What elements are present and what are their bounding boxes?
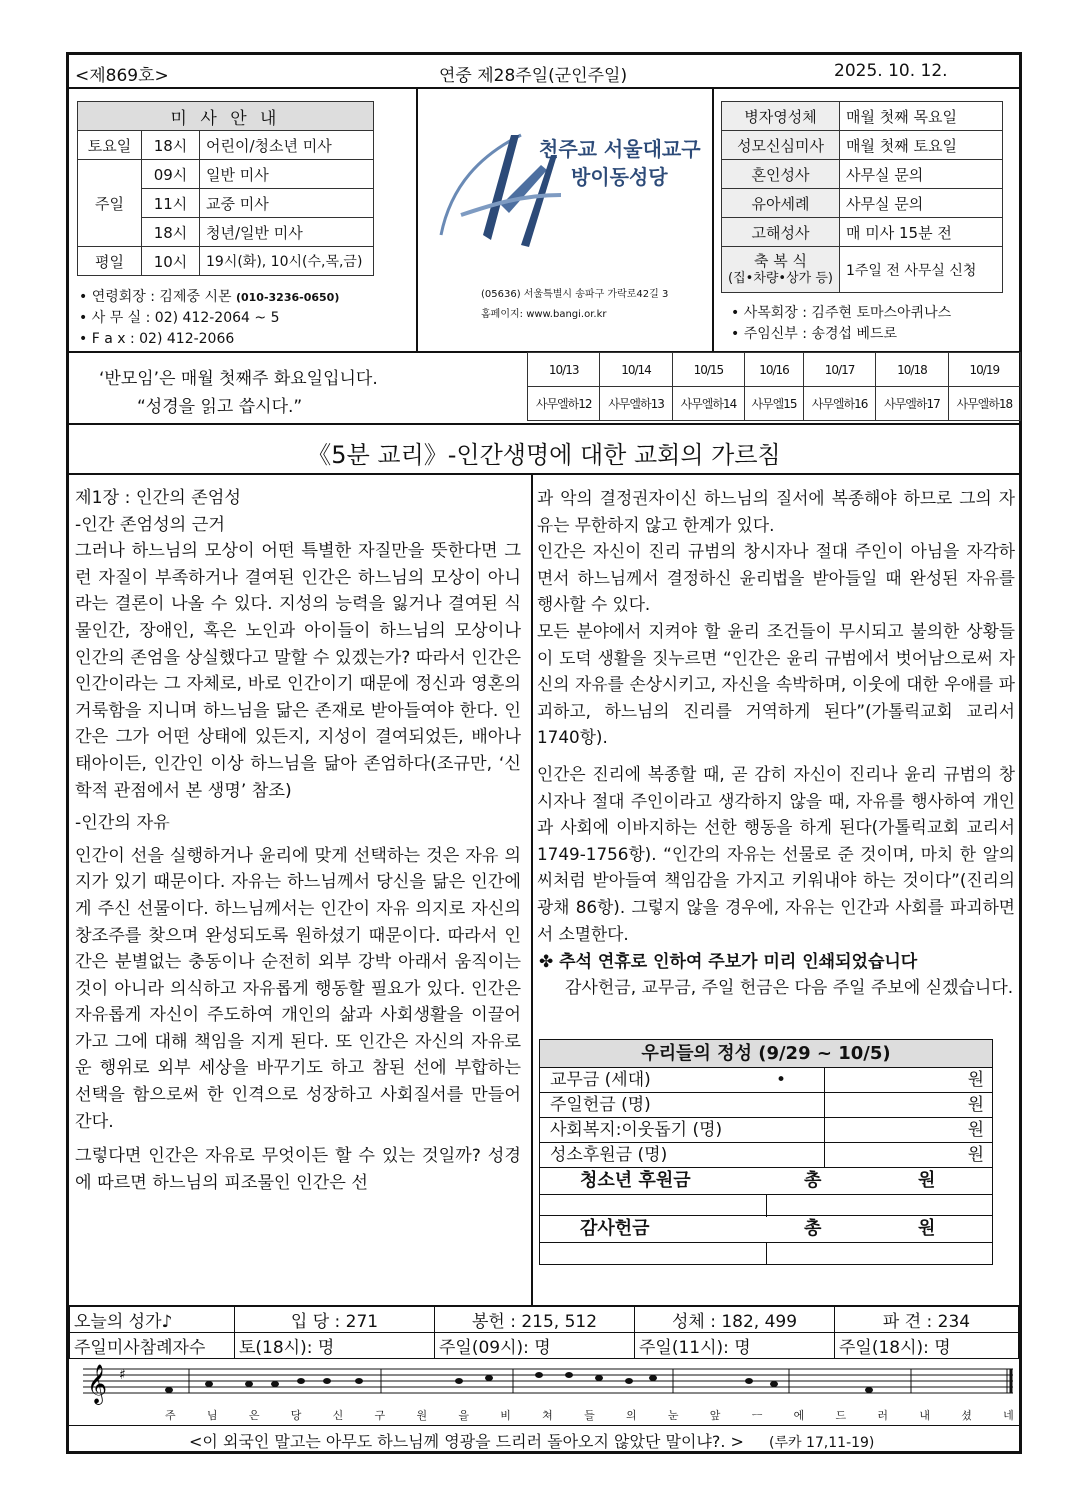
offering-row [540,1143,992,1168]
divider [416,89,418,351]
paragraph: 인간이 선을 실행하거나 윤리에 맞게 선택하는 것은 자유 의지가 있기 때문이다. 자유는 하느님께서 당신을 닮은 인간에게 주신 선물이다. 하느님께서는 인간이 자유 의지로 자신의 창조주를 찾으며 완성되도록 원하셨기 때문이다. 따라서 인간은 분별없는 충동이나 순전히 외부 강박 아래서 움직이는 것이 아니라 의식하고 자유롭게 행동할 필요가 있다. 인간은 자유롭게 자신이 주도하여 개인의 삶과 사회생활을 이끌어가고 그에 대해 책임을 지게 된다. 또 인간은 자신의 자유로운 행위로 외부 세상을 바꾸기도 하고 참된 선에 부합하는 선택을 함으로써 한 인격으로 성장하고 사회질서를 만들어 간다. [75,845,521,1132]
cell-divider [824,1093,825,1118]
cell-divider [824,1118,825,1143]
hymn-entrance: 입 당 : 271 [235,1307,435,1333]
attendance-label: 주일미사참례자수 [70,1333,235,1359]
sacrament-table [721,101,1003,293]
mass-name: 어린이/청소년 미사 [200,131,374,160]
mass-day: 평일 [78,247,142,276]
sacrament-value: 매 미사 15분 전 [840,218,1003,247]
lyric: 을 [458,1409,470,1422]
sacrament-label-text: 축 복 식 [753,251,807,270]
offering-row [540,1118,992,1143]
sacrament-value: 사무실 문의 [840,160,1003,189]
bulletin-page [66,52,1022,1454]
cell-divider [766,1195,767,1217]
officer-item: • 사목회장 : 김주현 토마스아퀴나스 [731,305,952,321]
hymn-label: 오늘의 성가♪ [70,1307,235,1333]
thanks-label: 감사헌금 [580,1218,650,1239]
church-logo [421,95,707,345]
mass-name: 청년/일반 미사 [200,218,374,247]
offering-label: 사회복지:이웃돕기 (명) [550,1120,723,1140]
lyric: 원 [416,1409,429,1422]
attendance-sun11: 주일(11시): 명 [635,1333,835,1359]
schedule-date: 10/17 [803,353,875,387]
offering-unit: 원 [967,1145,984,1165]
lyric: 앞 [709,1409,722,1422]
section-title: 《5분 교리》-인간생명에 대한 교회의 가르침 [307,441,781,469]
thanks-value-row [540,1242,992,1264]
hymn-offertory: 봉헌 : 215, 512 [435,1307,635,1333]
contact-item: • F a x : 02) 412-2066 [79,331,235,347]
lyric: 셨 [961,1409,973,1422]
divider [69,1425,1019,1426]
schedule-date: 10/19 [948,353,1020,387]
contact-list [79,287,339,350]
announcement-title [539,949,1015,975]
svg-text:𝄞: 𝄞 [87,1364,108,1404]
sacrament-label: 고해성사 [722,218,840,247]
mass-name: 일반 미사 [200,160,374,189]
header-bar [69,55,1019,89]
lyric: 내 [919,1409,931,1422]
thanks-total: 총 [804,1218,822,1239]
music-notes-icon [69,1357,1019,1407]
offering-row [540,1068,992,1093]
paragraph: 그러나 하느님의 모상이 어떤 특별한 자질만을 뜻한다면 그런 자질이 부족하거나 결여된 인간은 하느님의 모상이 아니라는 결론이 나올 수 있다. 지성의 능력을 잃거나 결여된 식물인간, 장애인, 혹은 노인과 아이들이 하느님의 모상이나 인간의 존엄을 상실했다고 말할 수 있겠는가? 따라서 인간은 인간이라는 그 자체로, 바로 인간이기 때문에 정신과 영혼의 거룩함을 지니며 하느님을 닮은 존재로 받아들여야 한다. 인간은 그가 어떤 상태에 있든지, 지성이 결여되었든, 배아나 태아이든, 인간인 이상 하느님을 닮아 존엄하다(조규만, ‘신학적 관점에서 본 생명’ 참조) [75,541,521,801]
offering-title: 우리들의 정성 (9/29 ~ 10/5) [540,1040,992,1068]
paragraph: 그렇다면 인간은 자유로 무엇이든 할 수 있는 것일까? 성경에 따르면 하느님의 피조물인 인간은 선 [75,1146,521,1193]
thanks-offering-row [540,1216,992,1242]
offering-unit: 원 [967,1095,984,1115]
logo-web: 홈페이지: www.bangi.or.kr [481,309,607,320]
youth-label: 청소년 후원금 [580,1170,691,1191]
sacrament-value: 사무실 문의 [840,189,1003,218]
schedule-date: 10/16 [745,353,804,387]
contact-text: 사 무 실 : 02) 412-2064 ~ 5 [91,310,280,326]
schedule-reading: 사무엘하12 [528,387,600,421]
hymn-dismissal: 파 견 : 234 [835,1307,1019,1333]
lyric: 의 [625,1409,638,1422]
youth-value-row [540,1194,992,1216]
issue-title: 연중 제28주일(군인주일) [439,66,628,86]
mass-time: 11시 [142,189,200,218]
subheading: -인간 존엄성의 근거 [75,514,225,535]
sacrament-value: 매월 첫째 목요일 [840,102,1003,131]
lyric: 네 [1003,1409,1015,1422]
mass-time: 09시 [142,160,200,189]
sacrament-label [722,247,840,293]
gospel-verse [189,1429,874,1452]
youth-offering-row [540,1168,992,1194]
offering-unit: 원 [967,1070,984,1090]
paragraph: 인간은 진리에 복종할 때, 곧 감히 자신이 진리나 윤리 규범의 창시자나 절대 주인이라고 생각하지 않을 때, 자유를 행사하여 개인과 사회에 이바지하는 선한 행동을 하게 된다(가톨릭교회 교리서 1749-1756항). “인간의 자유는 선물로 준 것이며, 마치 한 알의 씨처럼 받아들여 책임감을 가지고 키워내야 하는 것이다”(진리의 광채 86항). 그렇지 않을 경우에, 자유는 인간과 사회를 파괴하면서 소멸한다. [537,763,1015,944]
cell-divider [824,1068,825,1093]
sacrament-label-sub: (집•차량•상가 등) [728,270,833,286]
sacrament-value: 1주일 전 사무실 신청 [840,247,1003,293]
officer-text: 주임신부 : 송경섭 베드로 [743,326,898,342]
logo-name-1: 천주교 서울대교구 [539,137,701,161]
offering-table [539,1039,993,1265]
chapter-heading: 제1장 : 인간의 존엄성 [75,488,241,508]
column-divider [531,473,533,1305]
logo-address: (05636) 서울특별시 송파구 가락로42길 3 [481,289,669,300]
attendance-sun9: 주일(09시): 명 [435,1333,635,1359]
svg-text:♯: ♯ [119,1367,126,1383]
schedule-date: 10/14 [600,353,672,387]
officer-list [731,303,951,345]
sacrament-label: 유아세례 [722,189,840,218]
lyric: 눈 [667,1409,680,1422]
schedule-reading: 사무엘하17 [876,387,948,421]
lyric: 드 [835,1409,848,1422]
lyric: 러 [877,1409,890,1422]
logo-name-2: 방이동성당 [571,165,668,189]
sacrament-label: 혼인성사 [722,160,840,189]
notice-line: “성경을 읽고 씁시다.” [137,397,303,417]
notice-line: ‘반모임’은 매월 첫째주 화요일입니다. [99,369,378,389]
music-staff [69,1357,1019,1425]
schedule-reading: 사무엘하16 [803,387,875,421]
contact-item: • 사 무 실 : 02) 412-2064 ~ 5 [79,310,280,326]
announcement-title-text: 추석 연휴로 인하여 주보가 미리 인쇄되었습니다 [559,952,918,972]
youth-total: 총 [804,1170,822,1191]
reading-schedule [527,352,1021,421]
lyric: 은 [248,1409,261,1422]
subheading: -인간의 자유 [75,813,170,834]
lyric: 구 [374,1409,387,1422]
schedule-date: 10/18 [876,353,948,387]
lyric: 들 [584,1409,596,1422]
lyric: 당 [290,1409,303,1422]
youth-unit: 원 [918,1170,936,1191]
contact-text: F a x : 02) 412-2066 [91,331,235,347]
offering-row [540,1093,992,1118]
contact-phone: (010-3236-0650) [235,291,340,304]
divider [69,473,1019,475]
hymn-communion: 성체 : 182, 499 [635,1307,835,1333]
lyric: 쳐 [542,1409,554,1422]
mass-time: 18시 [142,218,200,247]
officer-item: • 주임신부 : 송경섭 베드로 [731,326,898,342]
offering-label: 교무금 (세대) [550,1070,651,1090]
mass-name: 교중 미사 [200,189,374,218]
mass-day: 토요일 [78,131,142,160]
lyric: 에 [793,1409,806,1422]
hymn-attendance-table [69,1306,1019,1359]
lyric: 신 [332,1409,345,1422]
bullet-dot: • [776,1070,787,1090]
left-column [75,485,521,1196]
lyrics [165,1407,1015,1423]
sacrament-label: 성모신심미사 [722,131,840,160]
divider [69,423,1019,425]
paragraph: 인간은 자신이 진리 규범의 창시자나 절대 주인이 아님을 자각하면서 하느님께서 결정하신 윤리법을 받아들일 때 완성된 자유를 행사할 수 있다. [537,541,1015,615]
schedule-reading: 사무엘하14 [672,387,744,421]
mass-time: 18시 [142,131,200,160]
verse-text: <이 외국인 말고는 아무도 하느님께 영광을 드리러 돌아오지 않았단 말이냐?. > [189,1432,744,1451]
cell-divider [824,1143,825,1168]
offering-label: 성소후원금 (명) [550,1145,668,1165]
offering-label: 주일헌금 (명) [550,1095,651,1115]
contact-item: • 연령회장 : 김제중 시몬 (010-3236-0650) [79,289,340,305]
issue-date: 2025. 10. 12. [834,61,948,81]
announcement [539,949,1015,1001]
cell-divider [766,1243,767,1265]
offering-unit: 원 [967,1120,984,1140]
mass-time: 10시 [142,247,200,276]
sacrament-label: 병자영성체 [722,102,840,131]
attendance-sat: 토(18시): 명 [235,1333,435,1359]
lyric: 비 [500,1409,512,1422]
right-column [537,485,1015,947]
mass-schedule-table [77,101,374,276]
thanks-unit: 원 [918,1218,936,1239]
schedule-date: 10/13 [528,353,600,387]
contact-text: 연령회장 : 김제중 시몬 [91,289,232,305]
schedule-date: 10/15 [672,353,744,387]
schedule-reading: 사무엘하18 [948,387,1020,421]
lyric: 님 [206,1409,219,1422]
schedule-reading: 사무엘15 [745,387,804,421]
paragraph: 모든 분야에서 지켜야 할 윤리 조건들이 무시되고 불의한 상황들이 도덕 생활을 짓누르면 “인간은 윤리 규범에서 벗어남으로써 자신의 자유를 손상시키고, 자신을 속박하며, 이웃에 대한 우애를 파괴하고, 하느님의 진리를 거역하게 된다”(가톨릭교회 교리서 1740항). [537,620,1015,748]
sacrament-value: 매월 첫째 토요일 [840,131,1003,160]
mass-day: 주일 [78,160,142,247]
notice [99,365,378,421]
mass-title: 미 사 안 내 [78,102,374,131]
clover-icon: ✤ [539,952,554,972]
announcement-body: 감사헌금, 교무금, 주일 헌금은 다음 주일 주보에 싣겠습니다. [565,978,1014,998]
paragraph: 과 악의 결정권자이신 하느님의 질서에 복종해야 하므로 그의 자유는 무한하지 않고 한계가 있다. [537,488,1015,535]
issue-number: <제869호> [75,66,169,86]
cross-logo-icon [421,95,707,295]
schedule-reading: 사무엘하13 [600,387,672,421]
attendance-sun18: 주일(18시): 명 [835,1333,1019,1359]
verse-reference: (루카 17,11-19) [769,1435,875,1451]
lyric: 주 [165,1409,177,1422]
lyric: ㅡ [751,1409,764,1422]
officer-text: 사목회장 : 김주현 토마스아퀴나스 [743,305,952,321]
mass-name: 19시(화), 10시(수,목,금) [200,247,374,276]
divider [712,89,714,351]
